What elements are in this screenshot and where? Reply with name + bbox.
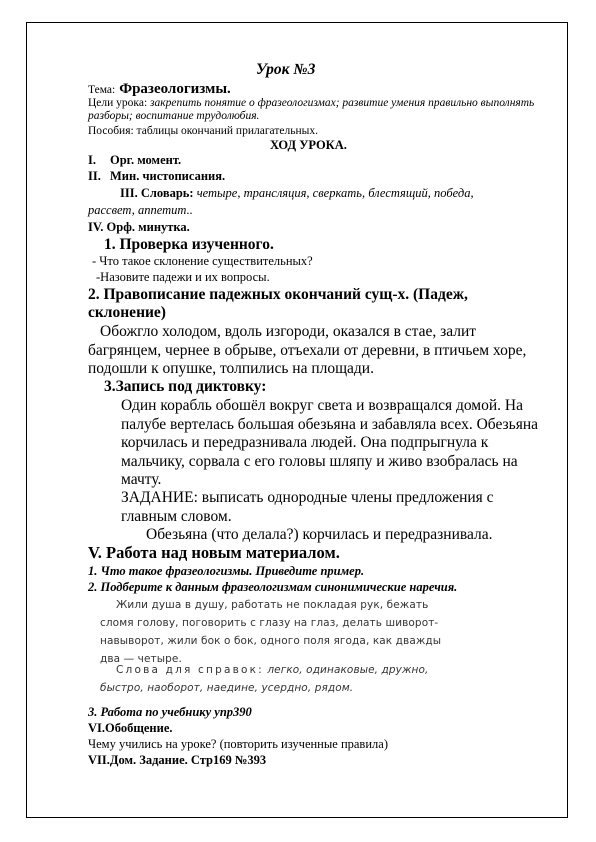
dictation-line-1: Один корабль обошёл вокруг света и возвращался домой. На (121, 397, 523, 414)
spelling-line-3: подошли к опушке, толпились на площади. (88, 360, 374, 377)
plan-item-1-num: I. (88, 153, 96, 167)
goals-text-1: закрепить понятие о фразеологизмах; развитие умения правильно выполнять (150, 97, 535, 109)
spelling-heading-2: склонение) (88, 304, 166, 321)
goals-text-2: разборы; воспитание трудолюбия. (88, 110, 260, 122)
exercise-line-3: навыворот, жили бок о бок, одного поля ягода, как дважды (100, 635, 442, 647)
plan-item-3-label: III. Словарь: (120, 186, 194, 200)
plan-item-2 (88, 169, 226, 183)
spelling-heading-1: 2. Правописание падежных окончаний сущ-х. (Падеж, (88, 286, 468, 303)
plan-item-4: IV. Орф. минутка. (88, 220, 190, 234)
goals-label: Цели урока: (88, 97, 148, 109)
aids-line: Пособия: таблицы окончаний прилагательных. (88, 125, 318, 137)
plan-item-2-num: II. (88, 169, 101, 183)
plan-item-1 (88, 153, 182, 167)
topic-label: Тема: (88, 84, 116, 96)
new-material-question-3: 3. Работа по учебнику упр390 (88, 705, 252, 719)
homework-line: VII.Дом. Задание. Стр169 №393 (88, 753, 267, 767)
plan-item-3 (120, 187, 474, 200)
dictation-heading: 3.Запись под диктовку: (104, 378, 267, 395)
dictation-line-2: палубе вертелась большая обезьяна и забавляла всех. Обезьяна (121, 416, 539, 433)
dictation-task-2: главным словом. (121, 508, 232, 525)
new-material-heading: V. Работа над новым материалом. (88, 543, 340, 562)
reference-words-1: легко, одинаковые, дружно, (267, 664, 429, 676)
new-material-question-1: 1. Что такое фразеологизмы. Приведите пример. (88, 564, 365, 578)
course-heading: ХОД УРОКА. (270, 138, 347, 152)
exercise-line-4: два — четыре. (100, 653, 182, 665)
summary-heading: VI.Обобщение. (88, 721, 173, 735)
reference-words-line-1 (116, 665, 428, 676)
review-question-2: -Назовите падежи и их вопросы. (96, 270, 270, 284)
goals-line-1 (88, 98, 534, 110)
plan-item-3-words: четыре, трансляция, сверкать, блестящий, победа, (196, 186, 474, 200)
dictation-answer: Обезьяна (что делала?) корчилась и передразнивала. (146, 526, 493, 543)
review-heading: 1. Проверка изученного. (104, 236, 274, 253)
dictation-line-4: мальчику, сорвала с его головы шляпу и живо взобралась на (121, 453, 518, 470)
spelling-line-1: Обожгло холодом, вдоль изгороди, оказался в стае, залит (100, 323, 477, 340)
reference-label: Слова для справок: (116, 664, 264, 676)
dictation-task-1: ЗАДАНИЕ: выписать однородные члены предложения с (121, 489, 494, 506)
plan-item-3-words-2: рассвет, аппетит.. (88, 203, 193, 217)
spelling-line-2: багрянцем, чернее в обрыве, отъехали от деревни, в птичьем хоре, (88, 342, 527, 359)
reference-words-line-2: быстро, наоборот, наедине, усердно, рядом. (100, 682, 354, 694)
plan-item-2-text: Мин. чистописания. (110, 169, 226, 183)
dictation-line-3: корчилась и передразнивала людей. Она подпрыгнула к (121, 434, 489, 451)
dictation-line-5: мачту. (121, 471, 162, 488)
new-material-question-2: 2. Подберите к данным фразеологизмам синонимические наречия. (88, 580, 458, 594)
plan-item-1-text: Орг. момент. (110, 153, 182, 167)
review-question-1: - Что такое склонение существительных? (92, 254, 313, 268)
lesson-title: Урок №3 (256, 61, 316, 78)
summary-question: Чему учились на уроке? (повторить изученные правила) (88, 737, 388, 751)
exercise-line-1: Жили душа в душу, работать не покладая рук, бежать (116, 599, 429, 611)
topic-value: Фразеологизмы. (119, 81, 231, 97)
exercise-line-2: сломя голову, поговорить с глазу на глаз, делать шиворот- (100, 617, 439, 629)
topic-line (88, 81, 231, 97)
